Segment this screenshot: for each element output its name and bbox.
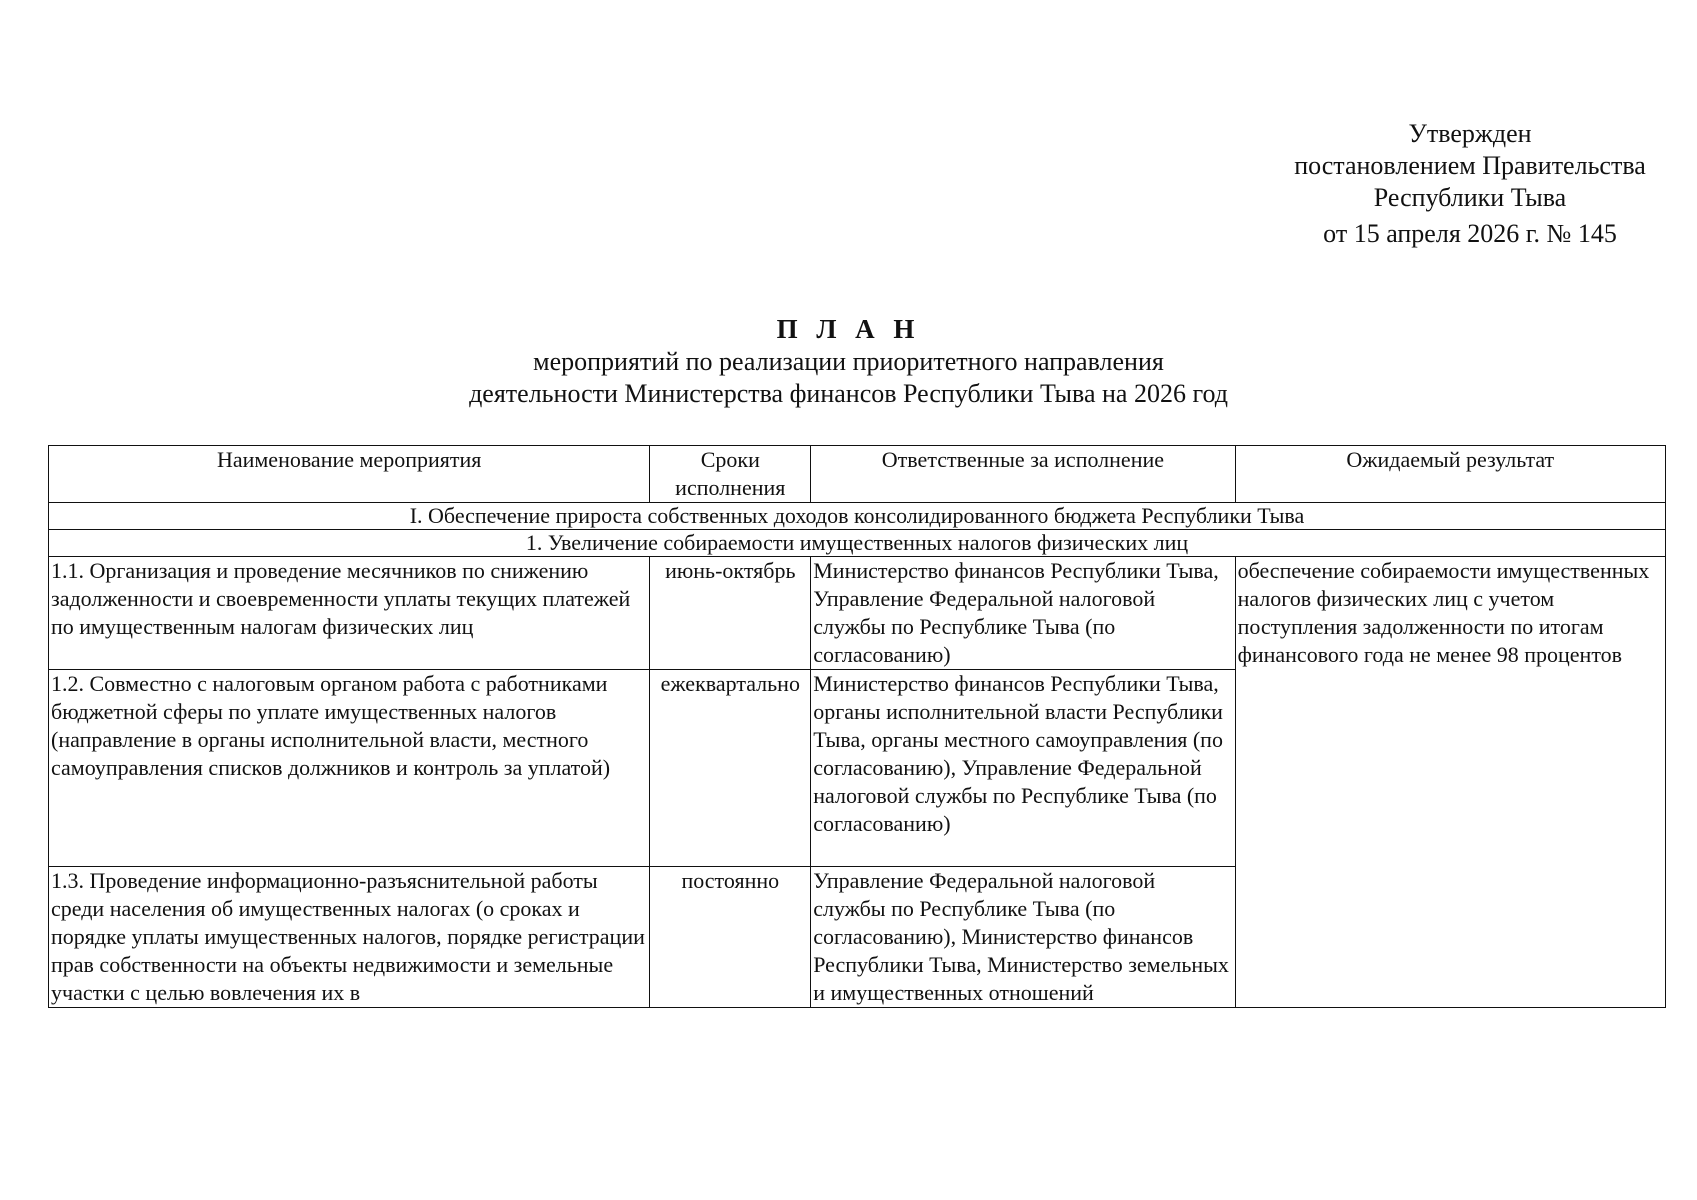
approval-line: Утвержден — [1408, 119, 1532, 148]
column-header-name: Наименование мероприятия — [49, 446, 650, 503]
approval-date: от 15 апреля 2026 г. № 145 — [1323, 219, 1617, 248]
table-row — [49, 557, 1666, 670]
row-responsible: Управление Федеральной налоговой службы по Республике Тыва (по согласованию), Министерство финансов Республики Тыва, Министерство земельных и имущественных отношений — [811, 867, 1235, 1008]
approval-stamp — [1240, 118, 1697, 250]
row-name: 1.1. Организация и проведение месячников по снижению задолженности и своевременности уплаты текущих платежей по имущественным налогам физических лиц — [49, 557, 650, 670]
column-header-term: Сроки исполнения — [650, 446, 811, 503]
section-row — [49, 503, 1666, 530]
row-term: ежеквартально — [650, 670, 811, 867]
table-header-row — [49, 446, 1666, 503]
row-name: 1.3. Проведение информационно-разъяснительной работы среди населения об имущественных налогах (о сроках и порядке уплаты имущественных налогов, порядке регистрации прав собственности на объекты недвижимости и земельные участки с целью вовлечения их в — [49, 867, 650, 1008]
row-responsible: Министерство финансов Республики Тыва, органы исполнительной власти Республики Тыва, органы местного самоуправления (по согласованию), Управление Федеральной налоговой службы по Республике Тыва (по согласованию) — [811, 670, 1235, 867]
document-heading — [0, 312, 1697, 410]
column-header-result: Ожидаемый результат — [1235, 446, 1665, 503]
row-name: 1.2. Совместно с налоговым органом работа с работниками бюджетной сферы по уплате имущественных налогов (направление в органы исполнительной власти, местного самоуправления списков должников и контроль за уплатой) — [49, 670, 650, 867]
row-term: июнь-октябрь — [650, 557, 811, 670]
page-subtitle: мероприятий по реализации приоритетного направления — [533, 347, 1164, 376]
section-title: I. Обеспечение прироста собственных доходов консолидированного бюджета Республики Тыва — [49, 503, 1666, 530]
page-title: П Л А Н — [776, 314, 921, 344]
column-header-responsible: Ответственные за исполнение — [811, 446, 1235, 503]
row-result: обеспечение собираемости имущественных налогов физических лиц с учетом поступления задолженности по итогам финансового года не менее 98 процентов — [1235, 557, 1665, 1008]
subsection-title: 1. Увеличение собираемости имущественных налогов физических лиц — [49, 530, 1666, 557]
approval-line: постановлением Правительства — [1294, 151, 1646, 180]
page-subtitle: деятельности Министерства финансов Республики Тыва на 2026 год — [469, 379, 1228, 408]
approval-line: Республики Тыва — [1373, 183, 1567, 212]
plan-table — [48, 445, 1666, 1008]
row-responsible: Министерство финансов Республики Тыва, Управление Федеральной налоговой службы по Республике Тыва (по согласованию) — [811, 557, 1235, 670]
subsection-row — [49, 530, 1666, 557]
row-term: постоянно — [650, 867, 811, 1008]
